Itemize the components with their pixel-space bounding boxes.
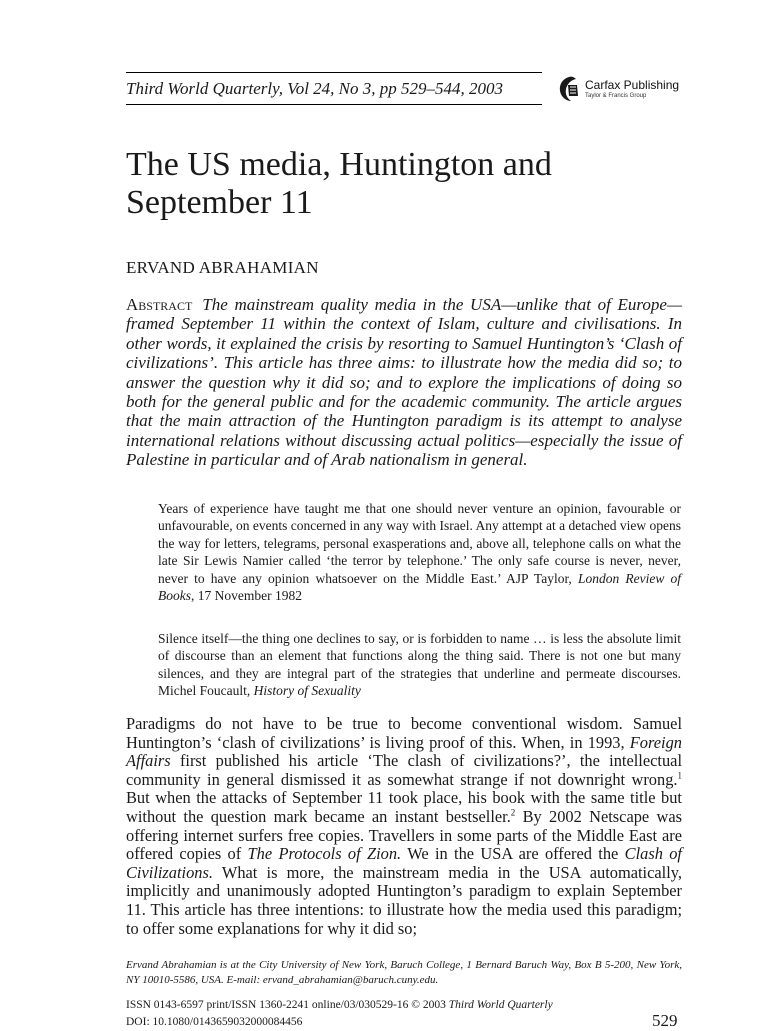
epigraph-taylor: [158, 500, 681, 604]
journal-citation: [126, 72, 542, 105]
body-text-segment: But when the attacks of September 11 took place, his book with the same title but without the question mark became an instant bestseller.: [126, 788, 682, 826]
body-text-segment: What is more, the mainstream media in the USA automatically, implicitly and unanimously adopted Huntington’s paradigm to explain September 11. This article has three intentions: to illustrate how the media used this paradigm; to offer some explanations for why it did so;: [126, 862, 682, 938]
article-title: The US media, Huntington and September 11: [126, 146, 552, 221]
carfax-logo-icon: [558, 76, 580, 102]
epigraph-source: History of Sexuality: [253, 683, 361, 699]
doi-line[interactable]: DOI: 10.1080/0143659032000084456: [126, 1016, 303, 1028]
body-italic-segment: Foreign Affairs: [126, 732, 682, 771]
body-text-segment: We in the USA are offered the: [401, 844, 625, 864]
body-text-segment: first published his article ‘The clash of civilizations?’, the intellectual community in general dismissed it as somewhat strange if not downright wrong.: [126, 751, 682, 789]
body-text-segment: Paradigms do not have to be true to become conventional wisdom. Samuel Huntington’s ‘clash of civilizations’ is living proof of this. When, in 1993,: [126, 714, 682, 752]
issn-line: [126, 999, 553, 1011]
abstract: [126, 295, 682, 470]
body-italic-segment: The Protocols of Zion.: [247, 844, 402, 864]
epigraph-source: London Review of Books: [158, 570, 681, 604]
epigraph-text: Years of experience have taught me that one should never venture an opinion, favourable or unfavourable, on events concerned in any way with Israel. Any attempt at a detached view opens the way for letters, telegrams, personal exasperations and, above all, telephone calls on what the late Sir Lewis Namier called ‘the terror by telephone.’ The only safe course is never, never, never to have any opinion whatsoever on the Middle East.’ AJP Taylor,: [158, 501, 681, 586]
epigraph-foucault: [158, 630, 681, 700]
body-paragraph: [126, 715, 682, 938]
body-text-segment: By 2002 Netscape was offering internet surfers free copies. Travellers in some parts of the Middle East are offered copies of: [126, 806, 682, 864]
journal-citation-text: Third World Quarterly, Vol 24, No 3, pp 529–544, 2003: [126, 79, 504, 98]
author-affiliation-footnote: Ervand Abrahamian is at the City University of New York, Baruch College, 1 Bernard Baruch Way, Box B 5-200, New York, NY 10010-5586, USA. E-mail: ervand_abrahamian@baruch.cuny.edu.: [126, 959, 682, 986]
footnote-ref-2[interactable]: 2: [510, 807, 516, 818]
abstract-text: The mainstream quality media in the USA—unlike that of Europe—framed September 11 within the context of Islam, culture and civilisations. In other words, it explained the crisis by resorting to Samuel Huntington’s ‘Clash of civilizations’. This article has three aims: to illustrate how the media did so; to answer the question why it did so; and to explore the implications of doing so both for the general public and for the academic community. The article argues that the main attraction of the Huntington paradigm is its attempt to analyse international relations without discussing actual politics—especially the issue of Palestine in particular and of Arab nationalism in general.: [126, 295, 682, 470]
page-number: 529: [652, 1011, 678, 1030]
epigraph-text: Silence itself—the thing one declines to say, or is forbidden to name … is less the absolute limit of discourse than an element that functions along the thing said. There is not one but many silences, and they are integral part of the strategies that underline and permeate discourses. Michel Foucault,: [158, 631, 681, 699]
epigraph-tail: , 17 November 1982: [191, 588, 302, 604]
footnote-ref-1[interactable]: 1: [677, 770, 682, 781]
issn-text: ISSN 0143-6597 print/ISSN 1360-2241 online/03/030529-16 © 2003: [126, 999, 449, 1011]
publisher-subtitle: Taylor & Francis Group: [585, 93, 647, 99]
publisher-logo: [558, 76, 679, 102]
publisher-name: Carfax Publishing: [585, 78, 680, 92]
abstract-label: Abstract: [126, 295, 193, 314]
body-italic-segment: Clash of Civilizations.: [126, 844, 682, 882]
article-author: ERVAND ABRAHAMIAN: [126, 258, 319, 277]
issn-journal: Third World Quarterly: [448, 999, 553, 1011]
